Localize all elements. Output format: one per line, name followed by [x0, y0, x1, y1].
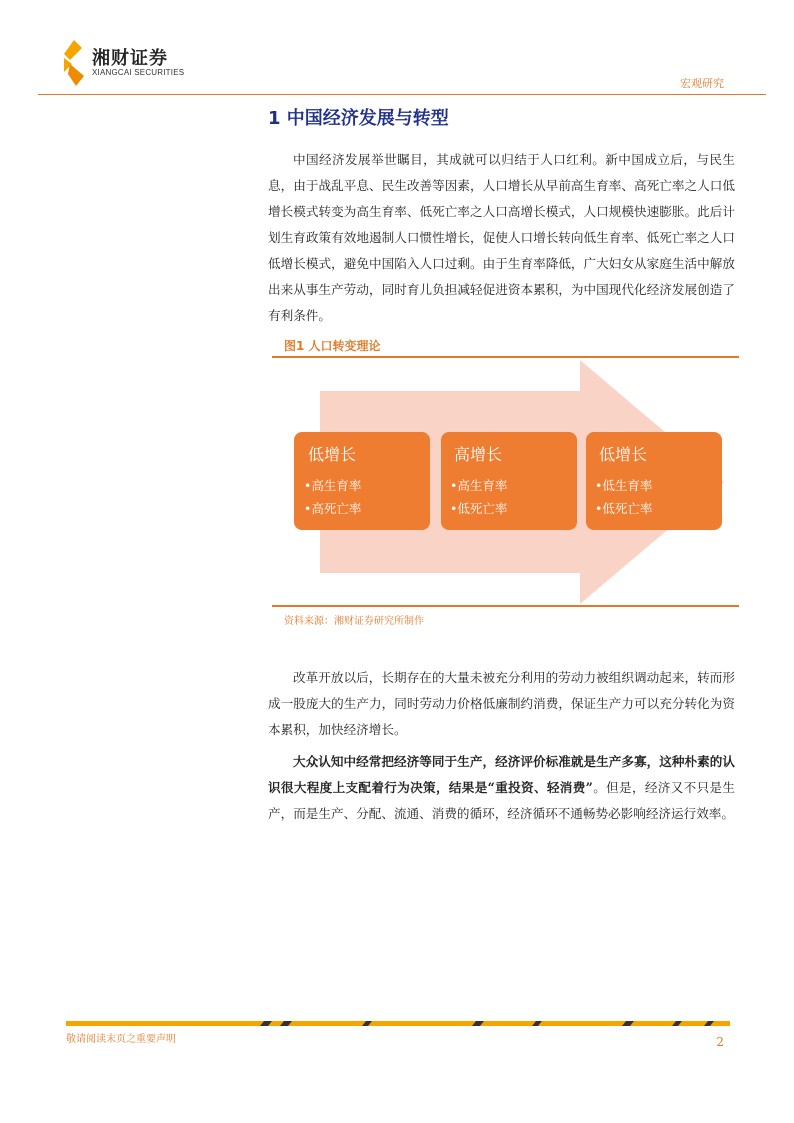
- stage-1-item-1: •高生育率: [304, 478, 362, 493]
- population-transition-diagram: [272, 358, 739, 605]
- paragraph-3: [268, 749, 735, 827]
- disclaimer-note: 敬请阅读末页之重要声明: [66, 1034, 176, 1045]
- stage-2-item-1: •高生育率: [450, 478, 508, 493]
- figure-bottom-rule: [272, 605, 739, 607]
- stage-1-title: 低增长: [308, 445, 357, 464]
- stage-1-item-2: •高死亡率: [304, 501, 362, 516]
- stage-box-3: [586, 432, 722, 530]
- stage-box-1: [294, 432, 430, 530]
- footer-stripe: [66, 1021, 730, 1026]
- logo-text: 湘财证券: [92, 48, 168, 69]
- paragraph-3-emphasis: 大众认知中经常把经济等同于生产，经济评价标准就是生产多寡，这种朴素的认识很大程度上支配着行为决策，结果是“重投资、轻消费”: [268, 754, 735, 795]
- paragraph-1: 中国经济发展举世瞩目，其成就可以归结于人口红利。新中国成立后，与民生息，由于战乱平息、民生改善等因素，人口增长从早前高生育率、高死亡率之人口低增长模式转变为高生育率、低死亡率之人口高增长模式，人口规模快速膨胀。此后计划生育政策有效地遏制人口惯性增长，促使人口增长转向低生育率、低死亡率之人口低增长模式，避免中国陷入人口过剩。由于生育率降低，广大妇女从家庭生活中解放出来从事生产劳动，同时育儿负担减轻促进资本累积，为中国现代化经济发展创造了有利条件。: [268, 152, 735, 323]
- logo-icon: [60, 40, 86, 86]
- stage-2-title: 高增长: [454, 445, 503, 464]
- header-divider: [38, 94, 766, 95]
- figure-source: 资料来源：湘财证券研究所制作: [284, 616, 424, 627]
- stage-3-item-1: •低生育率: [595, 478, 653, 493]
- stage-3-title: 低增长: [599, 445, 648, 464]
- paragraph-3-rest: 。但是，经济又不只是生产，而是生产、分配、流通、消费的循环，经济循环不通畅势必影响经济运行效率。: [268, 780, 736, 821]
- report-category: 宏观研究: [680, 77, 724, 90]
- stage-2-item-2: •低死亡率: [450, 501, 508, 516]
- section-title: 1 中国经济发展与转型: [268, 108, 449, 129]
- stage-3-item-2: •低死亡率: [595, 501, 653, 516]
- page-number: 2: [716, 1035, 724, 1049]
- stage-box-2: [441, 432, 577, 530]
- figure-title: 图1 人口转变理论: [284, 339, 381, 353]
- logo-subtext: XIANGCAI SECURITIES: [92, 68, 185, 77]
- paragraph-2: 改革开放以后，长期存在的大量未被充分利用的劳动力被组织调动起来，转而形成一股庞大的生产力，同时劳动力价格低廉制约消费，保证生产力可以充分转化为资本累积，加快经济增长。: [268, 670, 735, 737]
